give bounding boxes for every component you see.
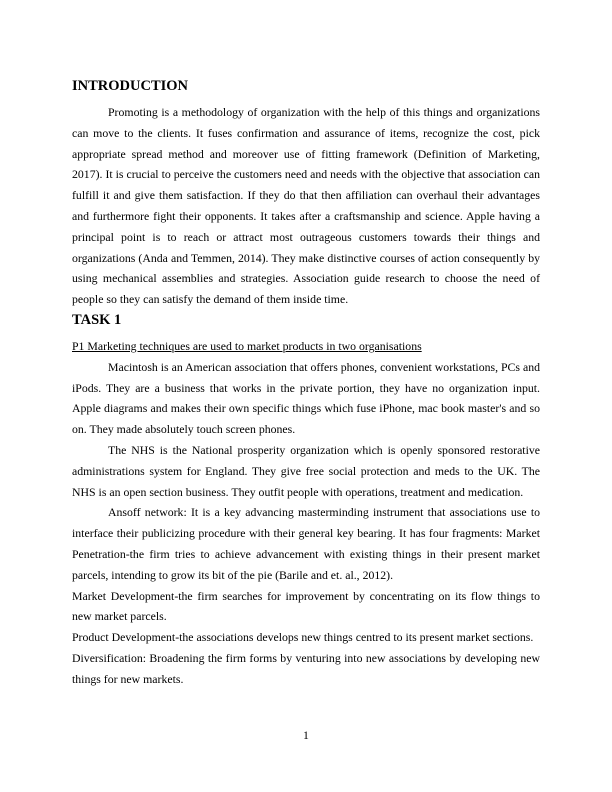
document-page xyxy=(72,76,540,690)
page-number: 1 xyxy=(303,728,309,742)
p1-subheading: P1 Marketing techniques are used to market products in two organisations xyxy=(72,338,422,353)
product-development-paragraph: Product Development-the associations develops new things centred to its present market sections. xyxy=(72,630,534,645)
nhs-paragraph: The NHS is the National prosperity organization which is openly sponsored restorative administrations system for England. They give free social protection and meds to the UK. The NHS is an open section business. They outfit people with operations, treatment and medication. xyxy=(72,442,540,499)
ansoff-paragraph: Ansoff network: It is a key advancing masterminding instrument that associations use to interface their publicizing procedure with their general key bearing. It has four fragments: Market Penetration-the firm tries to achieve advancement with existing things in their present market parcels, intending to grow its bit of the pie (Barile and et. al., 2012). xyxy=(72,505,540,582)
macintosh-paragraph: Macintosh is an American association that offers phones, convenient workstations, PCs and iPods. They are a business that works in the private portion, they have no organization input. Apple diagrams and makes their own specific things which fuse iPhone, mac book master's and so on. They made absolutely touch screen phones. xyxy=(72,359,540,437)
market-development-paragraph: Market Development-the firm searches for improvement by concentrating on its flow things to new market parcels. xyxy=(72,588,540,624)
diversification-paragraph: Diversification: Broadening the firm forms by venturing into new associations by developing new things for new markets. xyxy=(72,650,540,686)
intro-paragraph: Promoting is a methodology of organization with the help of this things and organizations can move to the clients. It fuses confirmation and assurance of items, recognize the cost, pick appropriate spread method and moreover use of fitting framework (Definition of Marketing, 2017). It is crucial to perceive the customers need and needs with the objective that association can fulfill it and give them satisfaction. If they do that then affiliation can overhaul their advantages and furthermore fight their opponents. It takes after a craftsmanship and science. Apple having a principal point is to reach or attract most outrageous customers towards their things and organizations (Anda and Temmen, 2014). They make distinctive courses of action consequently by using mechanical assemblies and strategies. Association guide research to choose the need of people so they can satisfy the demand of them inside time. xyxy=(72,105,540,307)
intro-heading: INTRODUCTION xyxy=(72,78,189,94)
task-heading: TASK 1 xyxy=(72,311,122,328)
